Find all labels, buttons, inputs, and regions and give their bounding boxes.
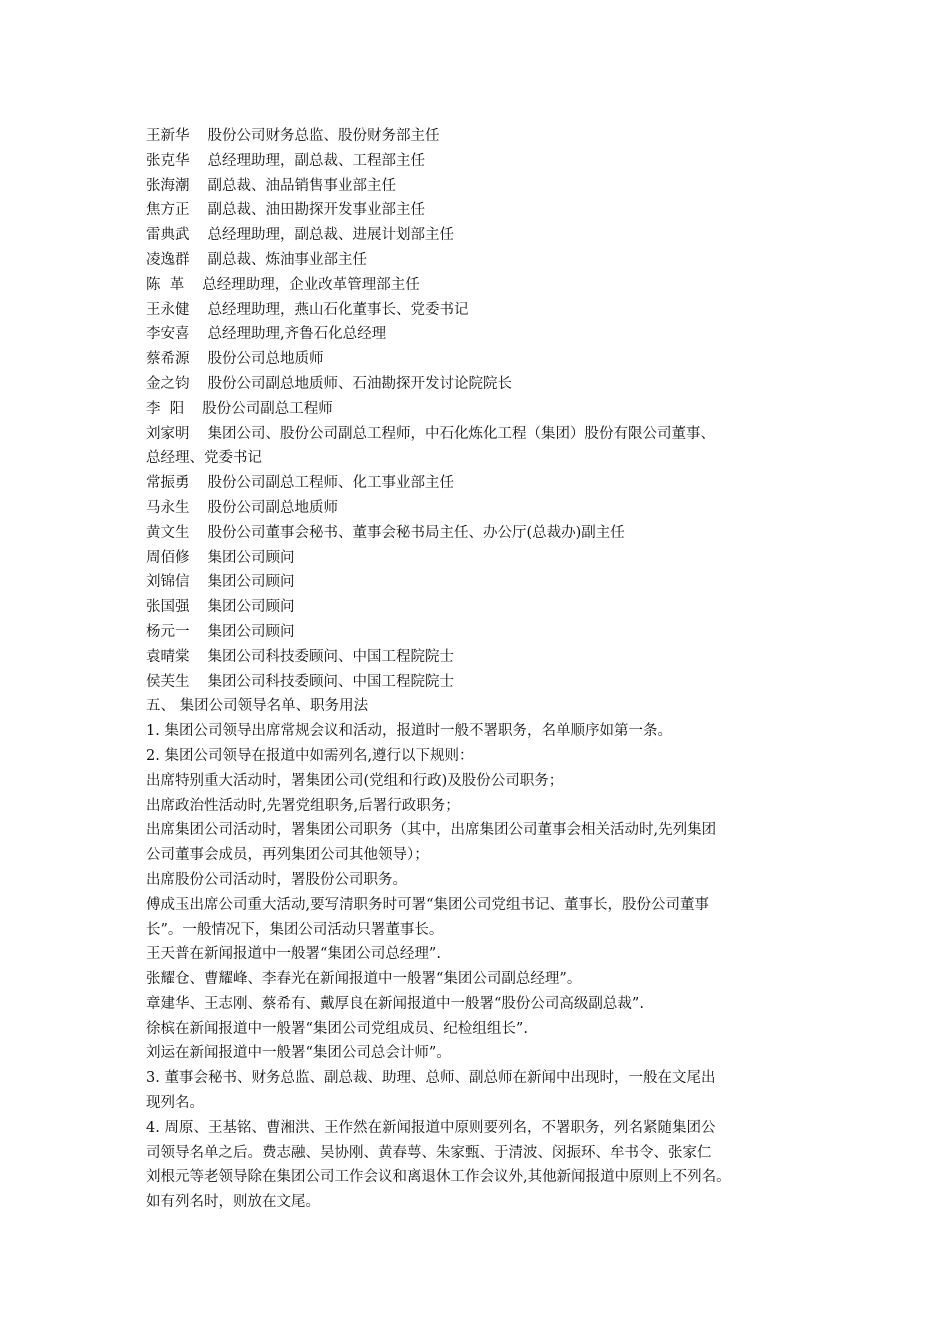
roster-row xyxy=(146,645,826,670)
roster-row xyxy=(146,149,826,174)
paragraph-line: 刘运在新闻报道中一般署“集团公司总会计师”。 xyxy=(146,1045,451,1062)
paragraph-line: 现列名。 xyxy=(146,1095,204,1112)
paragraph-line: 如有列名时，则放在文尾。 xyxy=(146,1194,320,1211)
document-page xyxy=(146,124,826,1215)
paragraph-line: 出席集团公司活动时，署集团公司职务（其中，出席集团公司董事会相关活动时,先列集团 xyxy=(146,822,717,839)
person-title: 集团公司顾问 xyxy=(207,574,295,591)
section-heading: 五、 集团公司领导名单、职务用法 xyxy=(146,698,369,715)
person-name: 周佰修 xyxy=(146,549,190,566)
person-title: 副总裁、油田勘探开发事业部主任 xyxy=(207,202,425,219)
person-title: 股份公司副总地质师 xyxy=(207,499,338,516)
person-title: 集团公司顾问 xyxy=(207,623,295,640)
person-name: 王新华 xyxy=(146,128,190,144)
person-title: 集团公司科技委顾问、中国工程院院士 xyxy=(207,673,454,690)
person-title: 股份公司董事会秘书、董事会秘书局主任、办公厅(总裁办)副主任 xyxy=(207,524,625,541)
roster-row xyxy=(146,546,826,571)
paragraph-line: 张耀仓、曹耀峰、李春光在新闻报道中一般署“集团公司副总经理”。 xyxy=(146,971,582,988)
roster-row xyxy=(146,570,826,595)
paragraph-line: 出席股份公司活动时，署股份公司职务。 xyxy=(146,871,407,888)
person-name: 张国强 xyxy=(146,599,190,616)
roster-row xyxy=(146,248,826,273)
roster-row xyxy=(146,273,826,298)
person-title: 总经理助理，副总裁、进展计划部主任 xyxy=(207,227,454,244)
person-name: 张克华 xyxy=(146,152,190,169)
roster-row xyxy=(146,521,826,546)
paragraph-line: 长”。一般情况下，集团公司活动只署董事长。 xyxy=(146,921,444,938)
person-name: 凌逸群 xyxy=(146,251,190,268)
paragraph-line: 1. 集团公司领导出席常规会议和活动，报道时一般不署职务，名单顺序如第一条。 xyxy=(146,723,672,740)
roster-row xyxy=(146,471,826,496)
person-name: 马永生 xyxy=(146,499,190,516)
roster-row xyxy=(146,620,826,645)
person-name: 雷典武 xyxy=(146,227,190,244)
roster-row xyxy=(146,372,826,397)
paragraph-line: 王天普在新闻报道中一般署“集团公司总经理”. xyxy=(146,946,441,963)
person-title: 股份公司副总地质师、石油勘探开发讨论院院长 xyxy=(207,375,512,392)
paragraph-line: 4. 周原、王基铭、曹湘洪、王作然在新闻报道中原则要列名，不署职务，列名紧随集团公 xyxy=(146,1119,716,1136)
roster-row xyxy=(146,298,826,323)
person-name: 陈 革 xyxy=(146,276,185,293)
person-name: 袁晴棠 xyxy=(146,648,190,665)
person-title: 总经理助理，企业改革管理部主任 xyxy=(202,276,420,293)
person-title: 集团公司、股份公司副总工程师，中石化炼化工程（集团）股份有限公司董事、 xyxy=(207,425,715,442)
person-title: 股份公司总地质师 xyxy=(207,351,324,368)
paragraph-block xyxy=(146,719,826,1215)
roster-row xyxy=(146,223,826,248)
roster-row xyxy=(146,595,826,620)
roster-row xyxy=(146,397,826,422)
person-name: 金之钧 xyxy=(146,375,190,392)
person-title: 副总裁、炼油事业部主任 xyxy=(207,251,367,268)
person-name: 侯芙生 xyxy=(146,673,190,690)
person-title: 股份公司财务总监、股份财务部主任 xyxy=(207,128,440,144)
person-name: 刘家明 xyxy=(146,425,190,442)
roster-row xyxy=(146,422,826,447)
person-name: 蔡希源 xyxy=(146,351,190,368)
person-title: 股份公司副总工程师、化工事业部主任 xyxy=(207,475,454,492)
person-name: 王永健 xyxy=(146,301,190,318)
paragraph-line: 傅成玉出席公司重大活动,要写清职务时可署“集团公司党组书记、董事长，股份公司董事 xyxy=(146,896,710,913)
roster-row xyxy=(146,174,826,199)
person-name: 杨元一 xyxy=(146,623,190,640)
person-title: 集团公司顾问 xyxy=(207,599,295,616)
person-name: 常振勇 xyxy=(146,475,190,492)
person-title: 总经理助理，燕山石化董事长、党委书记 xyxy=(207,301,469,318)
person-title: 副总裁、油品销售事业部主任 xyxy=(207,177,396,194)
paragraph-line: 出席特别重大活动时，署集团公司(党组和行政)及股份公司职务； xyxy=(146,772,564,789)
roster-row xyxy=(146,322,826,347)
person-title: 集团公司顾问 xyxy=(207,549,295,566)
person-name: 李安喜 xyxy=(146,326,190,343)
roster-row-continuation xyxy=(146,446,826,471)
person-title: 股份公司副总工程师 xyxy=(202,400,333,417)
person-name: 焦方正 xyxy=(146,202,190,219)
paragraph-line: 3. 董事会秘书、财务总监、副总裁、助理、总师、副总师在新闻中出现时，一般在文尾出 xyxy=(146,1070,716,1087)
person-name: 刘锦信 xyxy=(146,574,190,591)
person-name: 黄文生 xyxy=(146,524,190,541)
person-title: 集团公司科技委顾问、中国工程院院士 xyxy=(207,648,454,665)
paragraph-line: 司领导名单之后。费志融、吴协刚、黄春萼、朱家甄、于清波、闵振环、牟书令、张家仁 xyxy=(146,1144,712,1161)
person-name: 张海潮 xyxy=(146,177,190,194)
paragraph-line: 公司董事会成员，再列集团公司其他领导）； xyxy=(146,847,429,864)
roster-row xyxy=(146,198,826,223)
person-title: 总经理助理，副总裁、工程部主任 xyxy=(207,152,425,169)
roster-row xyxy=(146,496,826,521)
roster-row xyxy=(146,124,826,149)
person-title: 总经理助理,齐鲁石化总经理 xyxy=(207,326,387,343)
roster-row xyxy=(146,347,826,372)
person-name: 李 阳 xyxy=(146,400,185,417)
person-title-continuation: 总经理、党委书记 xyxy=(146,450,262,467)
paragraph-line: 出席政治性活动时,先署党组职务,后署行政职务； xyxy=(146,797,460,814)
paragraph-line: 章建华、王志刚、蔡希有、戴厚良在新闻报道中一般署“股份公司高级副总裁”. xyxy=(146,995,644,1012)
paragraph-line: 刘根元等老领导除在集团公司工作会议和离退休工作会议外,其他新闻报道中原则上不列名。 xyxy=(146,1169,731,1186)
roster-row xyxy=(146,670,826,695)
paragraph-line: 徐槟在新闻报道中一般署“集团公司党组成员、纪检组组长”. xyxy=(146,1020,528,1037)
paragraph-line: 2. 集团公司领导在报道中如需列名,遵行以下规则： xyxy=(146,747,474,764)
